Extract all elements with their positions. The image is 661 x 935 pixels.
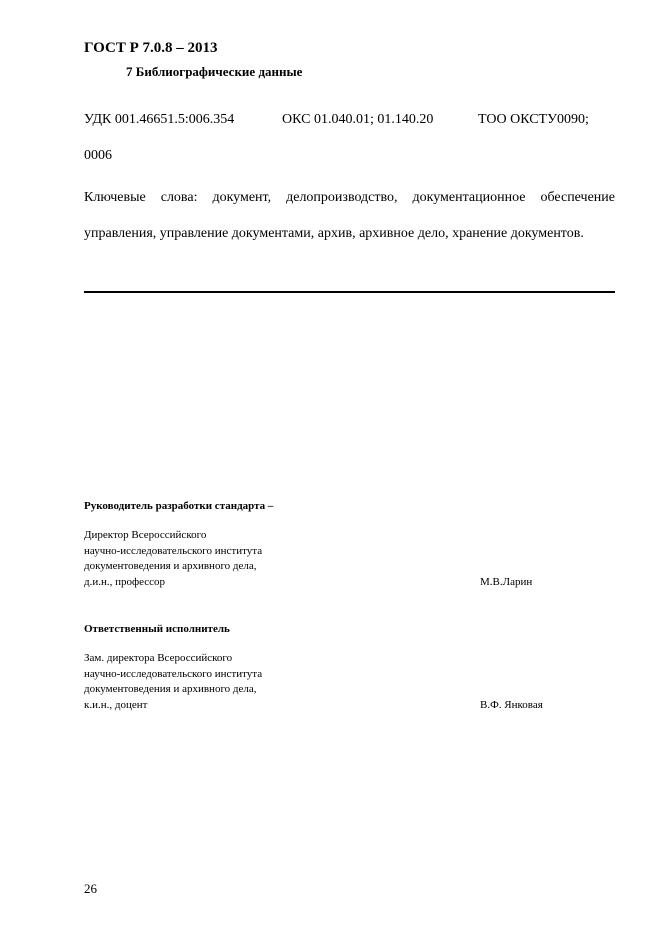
signatory-name: В.Ф. Янковая xyxy=(480,698,543,711)
signature-details xyxy=(84,528,615,590)
too-code-continuation: 0006 xyxy=(84,148,112,163)
oks-code: ОКС 01.040.01; 01.140.20 xyxy=(282,112,434,127)
signature-line: документоведения и архивного дела, xyxy=(84,560,257,572)
page-number: 26 xyxy=(84,881,97,896)
signature-line: научно-исследовательского института xyxy=(84,667,263,680)
signature-title: к.и.н., доцент xyxy=(84,698,148,711)
signature-line: Зам. директора Всероссийского xyxy=(84,652,233,664)
signature-block-executor xyxy=(84,623,615,713)
signature-heading: Ответственный исполнитель xyxy=(84,623,230,635)
too-code: ТОО ОКСТУ0090; xyxy=(478,112,589,127)
keywords-paragraph: Ключевые слова: документ, делопроизводство, документационное обеспечение управления, управление документами, архив, архивное дело, хранение документов. xyxy=(84,190,615,241)
signature-line-last xyxy=(84,698,615,714)
signature-line-last xyxy=(84,575,615,591)
udk-code: УДК 001.46651.5:006.354 xyxy=(84,112,235,127)
document-code: ГОСТ Р 7.0.8 – 2013 xyxy=(84,40,218,56)
signature-line: документоведения и архивного дела, xyxy=(84,683,257,695)
signature-title: д.и.н., профессор xyxy=(84,575,166,588)
signatory-name: М.В.Ларин xyxy=(480,575,533,588)
signature-heading: Руководитель разработки стандарта – xyxy=(84,500,274,512)
signature-line: научно-исследовательского института xyxy=(84,544,263,557)
section-title: 7 Библиографические данные xyxy=(126,64,303,79)
signature-details xyxy=(84,651,615,713)
signature-line: Директор Всероссийского xyxy=(84,529,207,541)
signature-block-lead xyxy=(84,500,615,590)
horizontal-rule xyxy=(84,291,615,293)
